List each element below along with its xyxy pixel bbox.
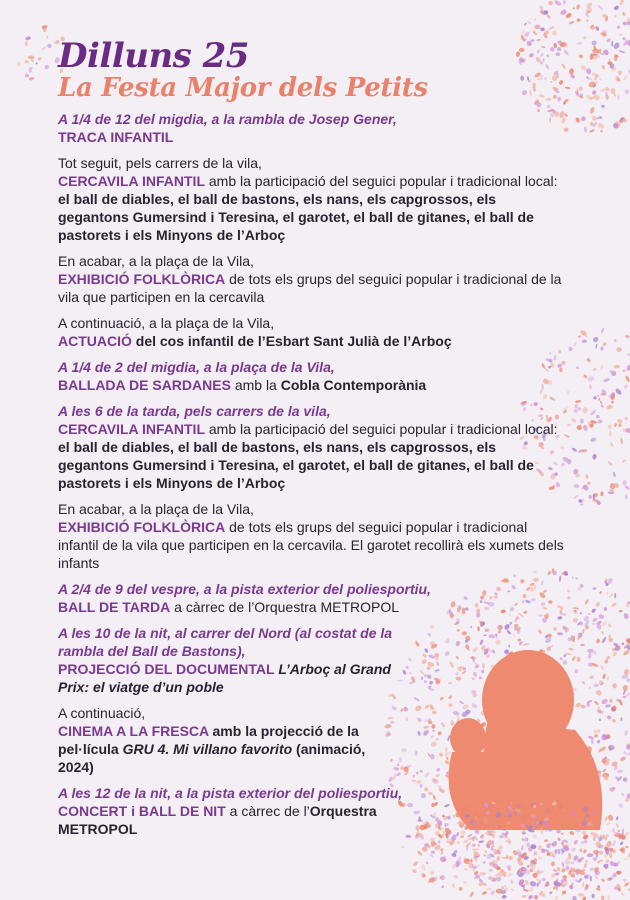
event-time-place: A les 6 de la tarda, pels carrers de la vila, bbox=[58, 403, 331, 419]
event-intro: En acabar, a la plaça de la Vila, bbox=[58, 253, 254, 269]
event-title: TRACA INFANTIL bbox=[58, 129, 174, 145]
event-block bbox=[58, 110, 478, 146]
event-bold-text: Orquestra METROPOL bbox=[58, 803, 377, 837]
event-block bbox=[58, 154, 570, 244]
event-title: EXHIBICIÓ FOLKLÒRICA bbox=[58, 271, 226, 287]
event-time-place: A 1/4 de 2 del migdia, a la plaça de la Vila, bbox=[58, 359, 335, 375]
event-bold-italic-text: L’Arboç al Grand Prix bbox=[58, 661, 391, 695]
event-block bbox=[58, 500, 570, 572]
event-block bbox=[58, 784, 403, 838]
event-block bbox=[58, 624, 408, 696]
event-block bbox=[58, 252, 570, 306]
festival-subtitle: La Festa Major dels Petits bbox=[58, 73, 428, 103]
event-intro: A continuació, a la plaça de la Vila, bbox=[58, 315, 275, 331]
event-block bbox=[58, 580, 570, 616]
event-title: CERCAVILA INFANTIL bbox=[58, 173, 205, 189]
event-italic-text: GRU 4. Mi villano favorito bbox=[122, 741, 293, 757]
event-bold-text: amb la projecció de la pel·lícula bbox=[58, 723, 359, 757]
event-intro: Tot seguit, pels carrers de la vila, bbox=[58, 155, 262, 171]
event-title: ACTUACIÓ bbox=[58, 333, 132, 349]
event-title: BALL DE TARDA bbox=[58, 599, 171, 615]
event-text: de tots els grups del seguici popular i tradicional de la vila que participen en la cercavila bbox=[58, 271, 562, 305]
day-heading: Dilluns 25 bbox=[58, 36, 249, 76]
event-block bbox=[58, 704, 398, 776]
event-time-place: A les 10 de la nit, al carrer del Nord (al costat de la rambla del Ball de Bastons), bbox=[58, 625, 393, 659]
event-bold-text: el ball de diables, el ball de bastons, els nans, els capgrossos, els gegantons Gumersind i Teresina, el garotet, el ball de gitanes, el ball de pastorets i els Minyons de l’Arboç bbox=[58, 191, 534, 243]
event-intro: A continuació, bbox=[58, 705, 146, 721]
event-time-place: A les 12 de la nit, a la pista exterior del poliesportiu, bbox=[58, 785, 403, 801]
event-text: a càrrec de l’Orquestra METROPOL bbox=[170, 599, 400, 615]
event-bold-text: Cobla Contemporània bbox=[280, 377, 427, 393]
event-title: BALLADA DE SARDANES bbox=[58, 377, 231, 393]
event-text: a càrrec de l’ bbox=[225, 803, 310, 819]
event-intro: En acabar, a la plaça de la Vila, bbox=[58, 501, 254, 517]
event-text: (animació, 2024) bbox=[58, 741, 366, 775]
event-title: CONCERT i BALL DE NIT bbox=[58, 803, 226, 819]
event-block bbox=[58, 402, 570, 492]
event-time-place: A 2/4 de 9 del vespre, a la pista exterior del poliesportiu, bbox=[58, 581, 431, 597]
event-title: CERCAVILA INFANTIL bbox=[58, 421, 205, 437]
event-text: amb la participació del seguici popular i tradicional local: bbox=[205, 421, 558, 437]
event-text: amb la participació del seguici popular i tradicional local: bbox=[205, 173, 558, 189]
event-time-place: A 1/4 de 12 del migdia, a la rambla de Josep Gener, bbox=[58, 111, 397, 127]
event-bold-text: el ball de diables, el ball de bastons, els nans, els capgrossos, els gegantons Gumersind i Teresina, el garotet, el ball de gitanes, el ball de pastorets i els Minyons de l’Arboç bbox=[58, 439, 534, 491]
event-title: CINEMA A LA FRESCA bbox=[58, 723, 209, 739]
event-text: amb la bbox=[230, 377, 281, 393]
program-content bbox=[58, 38, 570, 846]
event-bold-text: : el viatge d’un poble bbox=[84, 679, 224, 695]
event-title: EXHIBICIÓ FOLKLÒRICA bbox=[58, 519, 226, 535]
event-text: de tots els grups del seguici popular i tradicional infantil de la vila que participen en la cercavila. El garotet recollirà els xumets dels infants bbox=[58, 519, 564, 571]
event-bold-text: del cos infantil de l’Esbart Sant Julià de l’Arboç bbox=[131, 333, 452, 349]
event-title: PROJECCIÓ DEL DOCUMENTAL bbox=[58, 661, 275, 677]
event-block bbox=[58, 314, 570, 350]
event-block bbox=[58, 358, 570, 394]
